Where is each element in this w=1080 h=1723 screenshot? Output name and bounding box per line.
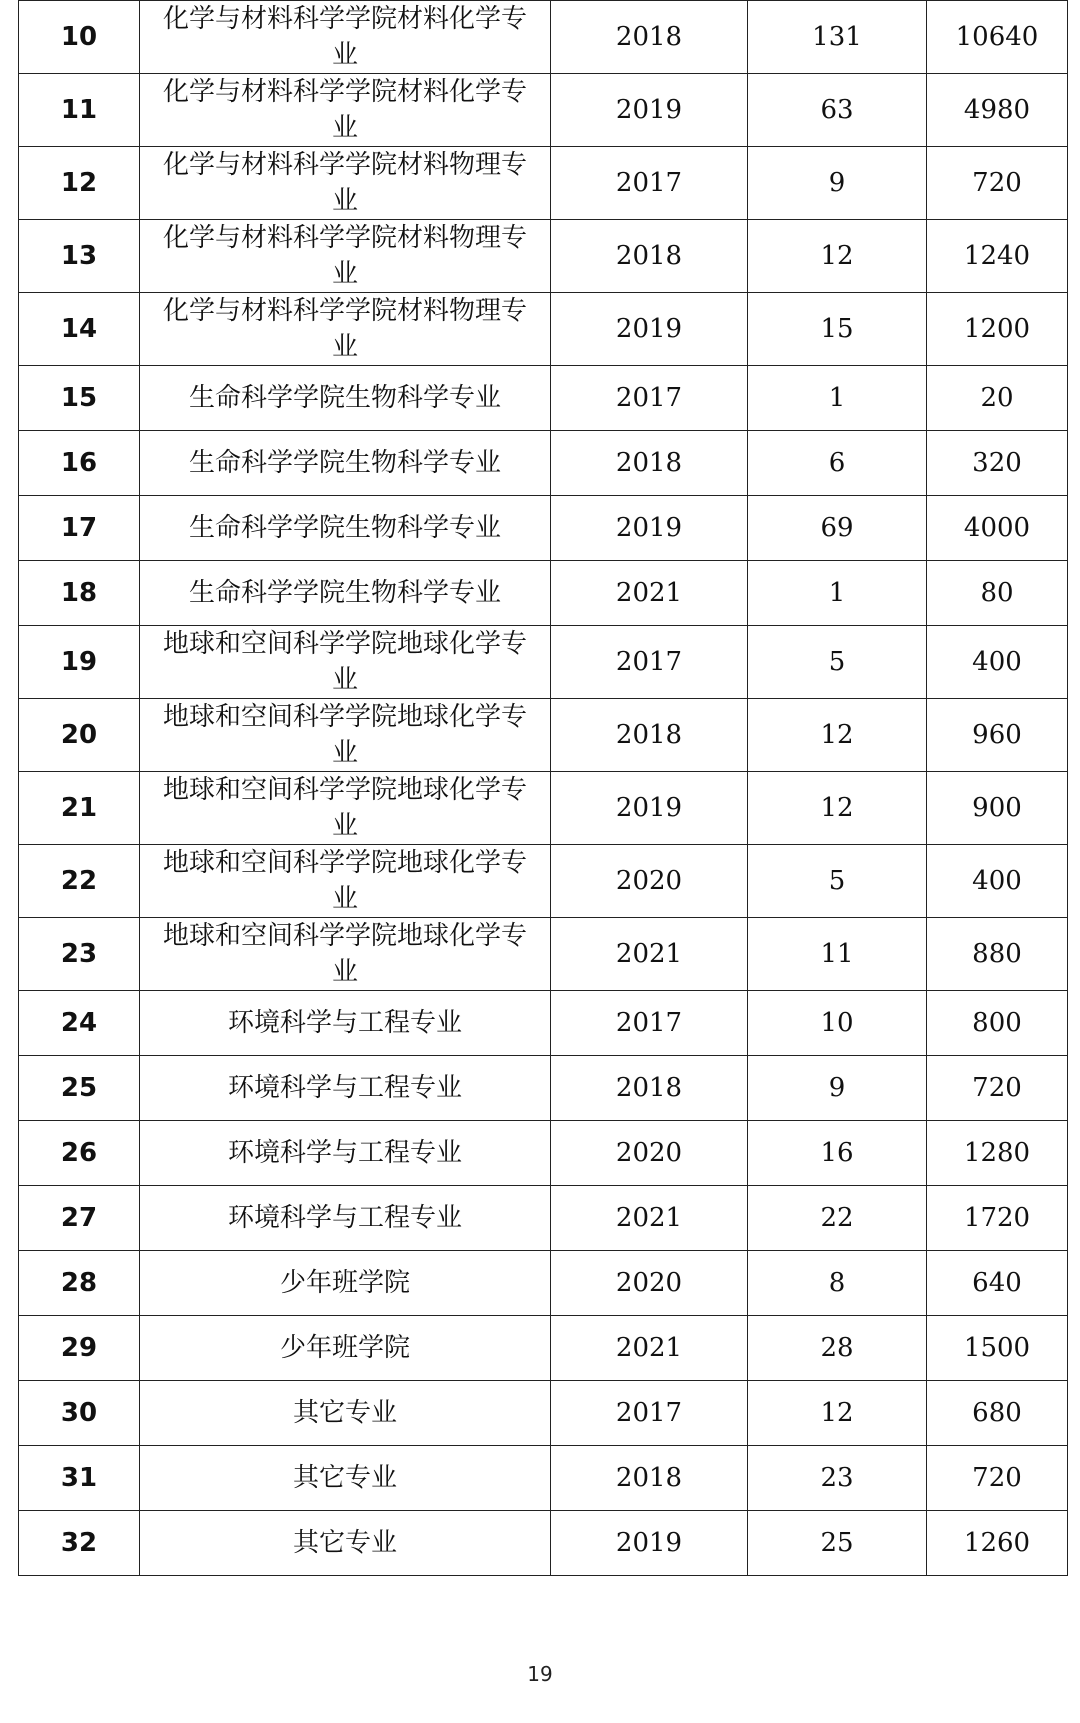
row-year: 2021 <box>551 1316 748 1381</box>
row-amount: 880 <box>927 918 1068 991</box>
table-row <box>19 1316 1068 1381</box>
row-index: 12 <box>19 147 140 220</box>
table-row <box>19 918 1068 991</box>
row-amount: 1240 <box>927 220 1068 293</box>
row-major: 环境科学与工程专业 <box>140 991 551 1056</box>
table-row <box>19 626 1068 699</box>
row-count: 28 <box>748 1316 927 1381</box>
row-index: 18 <box>19 561 140 626</box>
row-year: 2018 <box>551 1446 748 1511</box>
row-count: 9 <box>748 147 927 220</box>
row-major: 环境科学与工程专业 <box>140 1186 551 1251</box>
table-row <box>19 1381 1068 1446</box>
row-index: 14 <box>19 293 140 366</box>
row-major: 地球和空间科学学院地球化学专业 <box>140 626 551 699</box>
row-amount: 400 <box>927 626 1068 699</box>
row-year: 2019 <box>551 1511 748 1576</box>
row-amount: 80 <box>927 561 1068 626</box>
table-row <box>19 293 1068 366</box>
row-count: 16 <box>748 1121 927 1186</box>
row-year: 2017 <box>551 1381 748 1446</box>
row-count: 15 <box>748 293 927 366</box>
row-index: 22 <box>19 845 140 918</box>
row-index: 15 <box>19 366 140 431</box>
row-amount: 20 <box>927 366 1068 431</box>
row-amount: 640 <box>927 1251 1068 1316</box>
table-row <box>19 699 1068 772</box>
row-year: 2017 <box>551 626 748 699</box>
page-number: 19 <box>527 1662 553 1686</box>
row-amount: 720 <box>927 1056 1068 1121</box>
row-index: 27 <box>19 1186 140 1251</box>
row-major: 其它专业 <box>140 1381 551 1446</box>
table-body <box>19 1 1068 1576</box>
row-index: 25 <box>19 1056 140 1121</box>
row-major: 地球和空间科学学院地球化学专业 <box>140 918 551 991</box>
table-row <box>19 1251 1068 1316</box>
row-count: 23 <box>748 1446 927 1511</box>
row-count: 63 <box>748 74 927 147</box>
row-year: 2017 <box>551 147 748 220</box>
row-amount: 10640 <box>927 1 1068 74</box>
row-major: 地球和空间科学学院地球化学专业 <box>140 845 551 918</box>
row-year: 2019 <box>551 496 748 561</box>
row-major: 环境科学与工程专业 <box>140 1121 551 1186</box>
row-index: 24 <box>19 991 140 1056</box>
row-year: 2018 <box>551 431 748 496</box>
row-major: 其它专业 <box>140 1511 551 1576</box>
table-row <box>19 991 1068 1056</box>
row-count: 1 <box>748 366 927 431</box>
row-index: 31 <box>19 1446 140 1511</box>
row-major: 生命科学学院生物科学专业 <box>140 366 551 431</box>
row-index: 10 <box>19 1 140 74</box>
row-amount: 800 <box>927 991 1068 1056</box>
row-amount: 720 <box>927 147 1068 220</box>
row-major: 生命科学学院生物科学专业 <box>140 561 551 626</box>
row-count: 22 <box>748 1186 927 1251</box>
row-major: 生命科学学院生物科学专业 <box>140 431 551 496</box>
row-count: 12 <box>748 220 927 293</box>
row-index: 32 <box>19 1511 140 1576</box>
row-major: 环境科学与工程专业 <box>140 1056 551 1121</box>
row-year: 2020 <box>551 1251 748 1316</box>
row-amount: 720 <box>927 1446 1068 1511</box>
row-count: 5 <box>748 845 927 918</box>
row-amount: 1500 <box>927 1316 1068 1381</box>
row-year: 2020 <box>551 1121 748 1186</box>
row-amount: 1200 <box>927 293 1068 366</box>
row-count: 9 <box>748 1056 927 1121</box>
row-index: 26 <box>19 1121 140 1186</box>
table-row <box>19 74 1068 147</box>
row-index: 29 <box>19 1316 140 1381</box>
table-row <box>19 1446 1068 1511</box>
row-year: 2021 <box>551 918 748 991</box>
row-major: 其它专业 <box>140 1446 551 1511</box>
table-row <box>19 431 1068 496</box>
row-count: 11 <box>748 918 927 991</box>
row-year: 2017 <box>551 366 748 431</box>
row-count: 12 <box>748 1381 927 1446</box>
table-row <box>19 772 1068 845</box>
table-row <box>19 1056 1068 1121</box>
row-year: 2019 <box>551 74 748 147</box>
row-amount: 960 <box>927 699 1068 772</box>
row-year: 2019 <box>551 293 748 366</box>
row-year: 2018 <box>551 1056 748 1121</box>
row-year: 2019 <box>551 772 748 845</box>
table-row <box>19 147 1068 220</box>
row-count: 12 <box>748 699 927 772</box>
table-row <box>19 220 1068 293</box>
row-year: 2018 <box>551 1 748 74</box>
row-amount: 900 <box>927 772 1068 845</box>
row-major: 地球和空间科学学院地球化学专业 <box>140 772 551 845</box>
row-index: 11 <box>19 74 140 147</box>
row-index: 13 <box>19 220 140 293</box>
row-amount: 1260 <box>927 1511 1068 1576</box>
row-year: 2021 <box>551 561 748 626</box>
row-major: 化学与材料科学学院材料物理专业 <box>140 220 551 293</box>
row-amount: 320 <box>927 431 1068 496</box>
row-count: 1 <box>748 561 927 626</box>
table-row <box>19 845 1068 918</box>
row-index: 16 <box>19 431 140 496</box>
row-amount: 680 <box>927 1381 1068 1446</box>
table-row <box>19 366 1068 431</box>
row-index: 21 <box>19 772 140 845</box>
row-year: 2020 <box>551 845 748 918</box>
table-row <box>19 1121 1068 1186</box>
row-major: 少年班学院 <box>140 1251 551 1316</box>
row-count: 6 <box>748 431 927 496</box>
row-count: 8 <box>748 1251 927 1316</box>
row-index: 30 <box>19 1381 140 1446</box>
row-index: 17 <box>19 496 140 561</box>
row-count: 10 <box>748 991 927 1056</box>
row-amount: 1720 <box>927 1186 1068 1251</box>
row-year: 2018 <box>551 220 748 293</box>
table-row <box>19 1511 1068 1576</box>
row-major: 化学与材料科学学院材料化学专业 <box>140 1 551 74</box>
data-table <box>18 0 1068 1576</box>
row-year: 2021 <box>551 1186 748 1251</box>
row-count: 25 <box>748 1511 927 1576</box>
table-row <box>19 561 1068 626</box>
table-row <box>19 1186 1068 1251</box>
row-amount: 4000 <box>927 496 1068 561</box>
row-major: 地球和空间科学学院地球化学专业 <box>140 699 551 772</box>
row-count: 131 <box>748 1 927 74</box>
row-amount: 400 <box>927 845 1068 918</box>
row-year: 2018 <box>551 699 748 772</box>
row-major: 生命科学学院生物科学专业 <box>140 496 551 561</box>
row-count: 69 <box>748 496 927 561</box>
row-year: 2017 <box>551 991 748 1056</box>
row-index: 23 <box>19 918 140 991</box>
table-row <box>19 496 1068 561</box>
row-major: 化学与材料科学学院材料物理专业 <box>140 293 551 366</box>
row-major: 化学与材料科学学院材料物理专业 <box>140 147 551 220</box>
row-index: 19 <box>19 626 140 699</box>
row-index: 28 <box>19 1251 140 1316</box>
row-major: 化学与材料科学学院材料化学专业 <box>140 74 551 147</box>
table-row <box>19 1 1068 74</box>
row-major: 少年班学院 <box>140 1316 551 1381</box>
row-count: 12 <box>748 772 927 845</box>
row-amount: 4980 <box>927 74 1068 147</box>
row-amount: 1280 <box>927 1121 1068 1186</box>
row-count: 5 <box>748 626 927 699</box>
row-index: 20 <box>19 699 140 772</box>
